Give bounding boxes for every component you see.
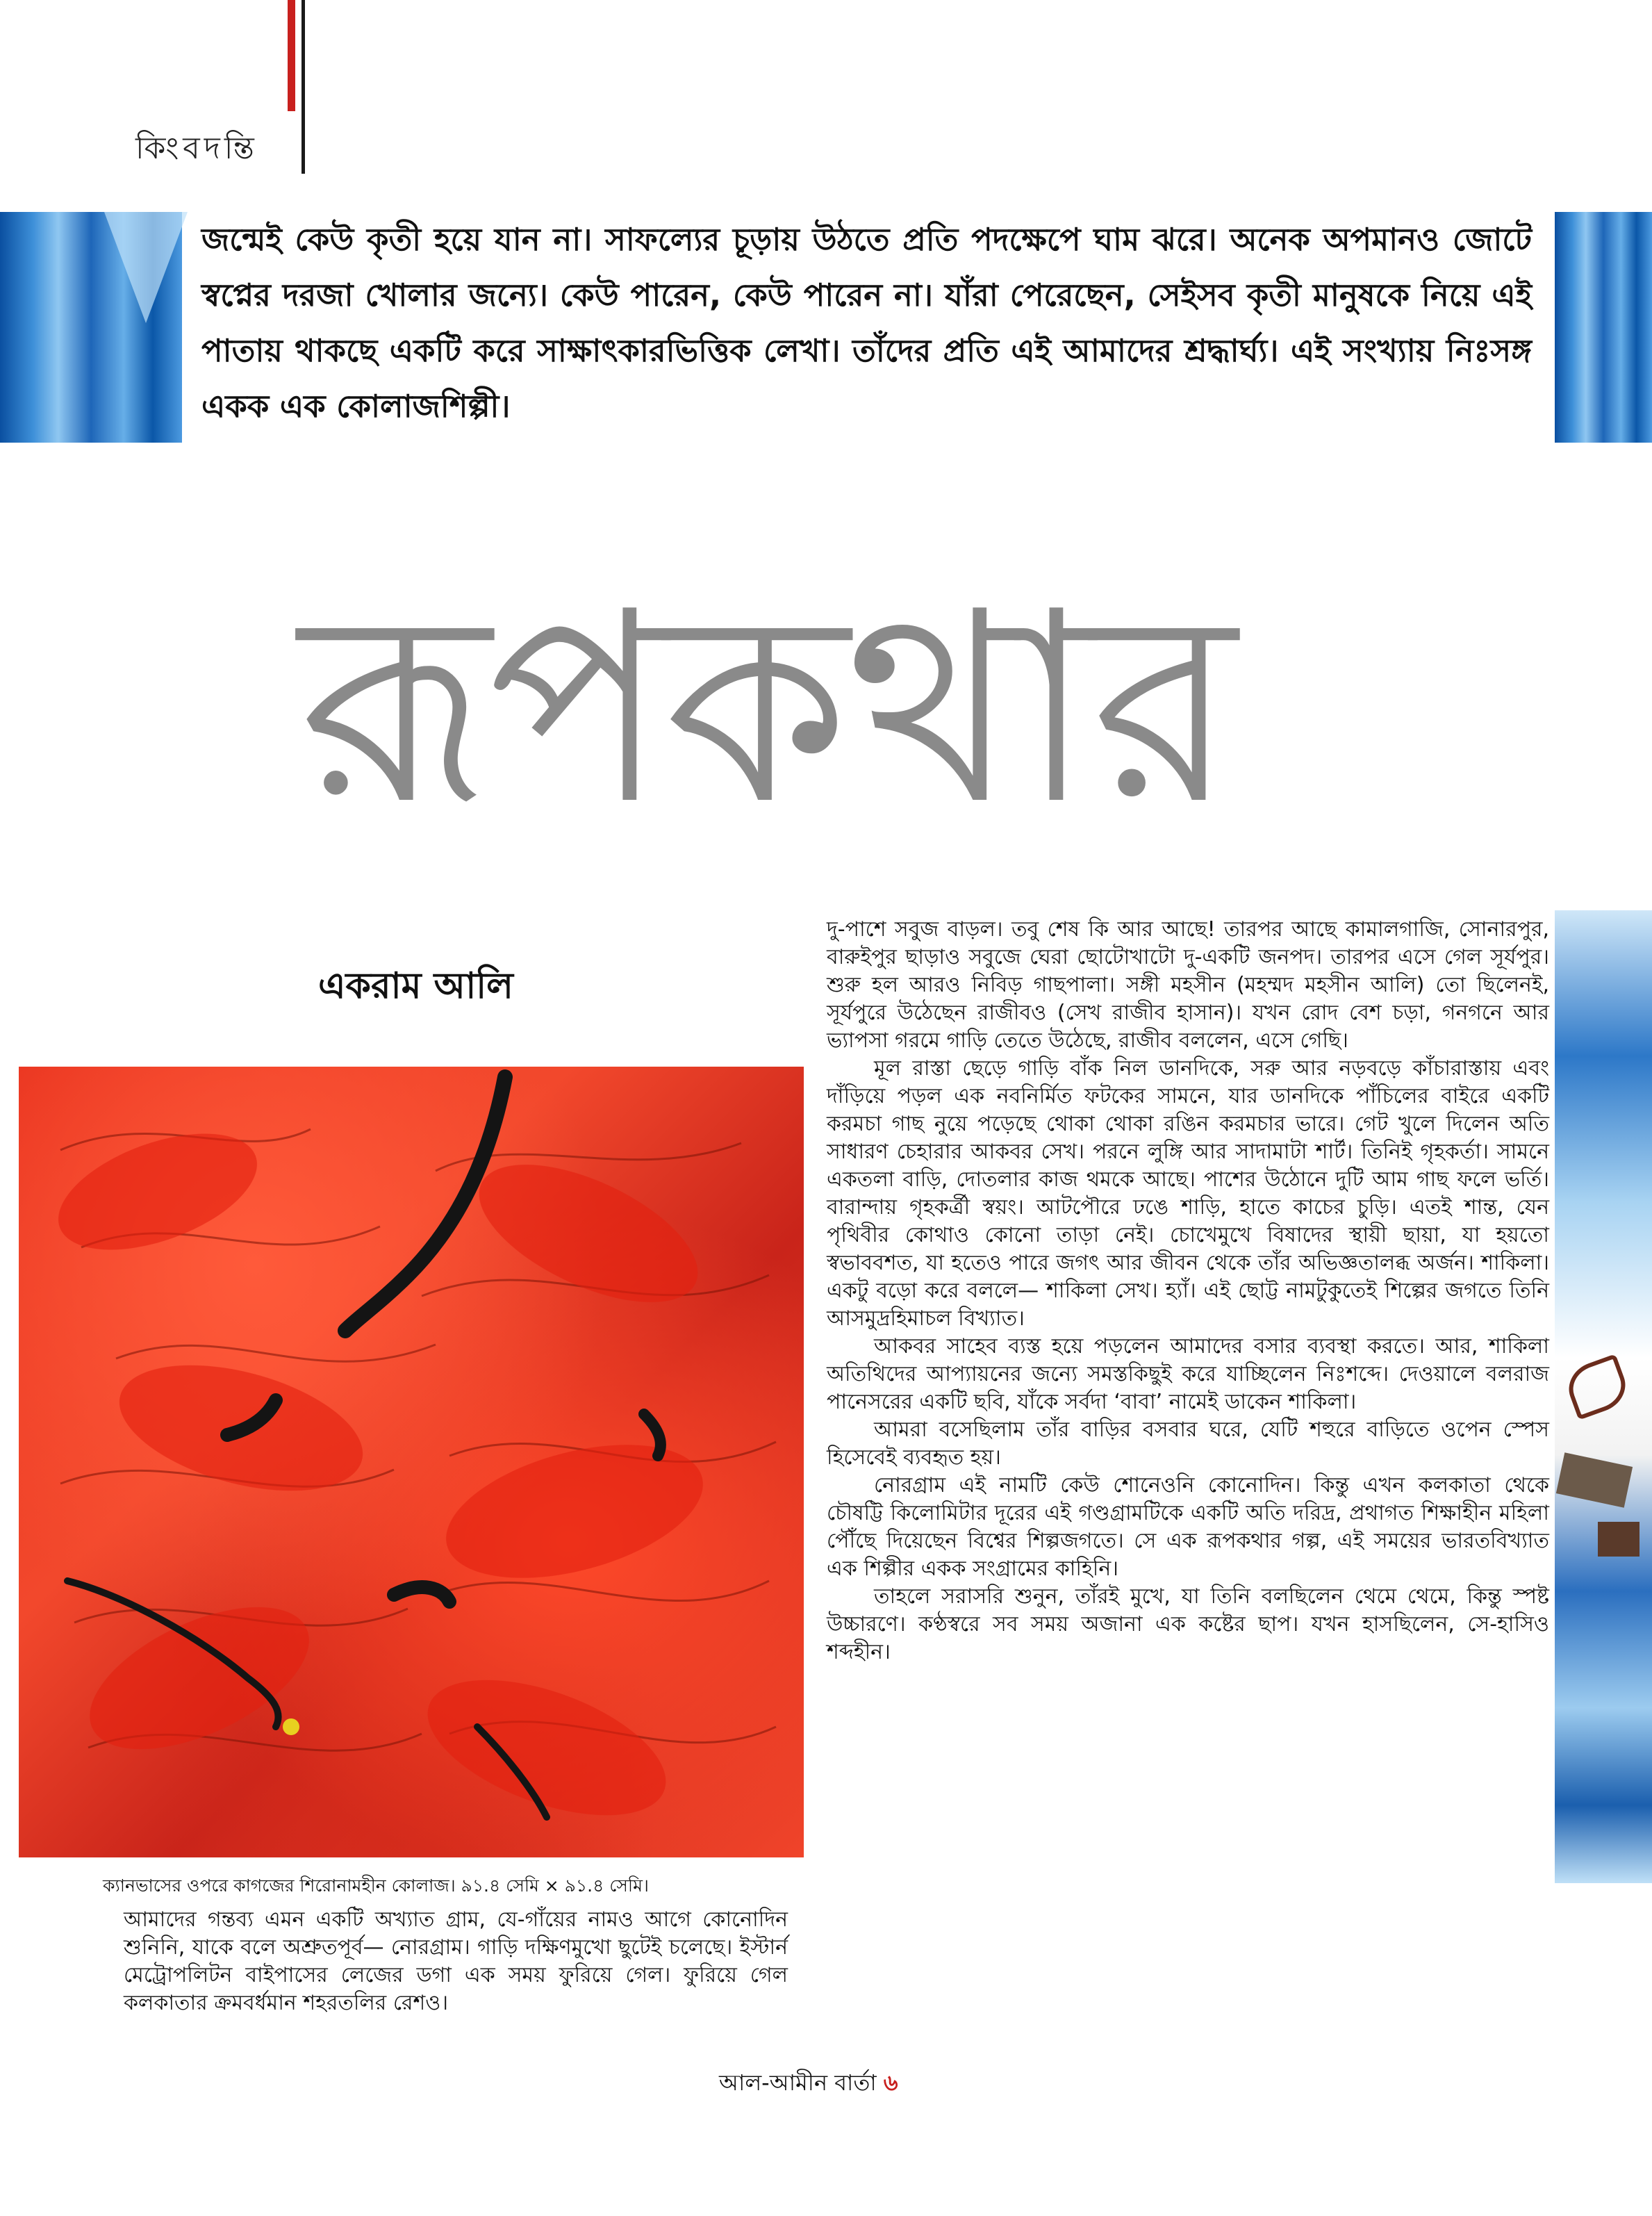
- body-paragraph: নোরগ্রাম এই নামটি কেউ শোনেওনি কোনোদিন। কিন্তু এখন কলকাতা থেকে চৌষট্টি কিলোমিটার দূরের এই গণ্ডগ্রামটিকে একটি অতি দরিদ্র, প্রথাগত শিক্ষাহীন মহিলা পৌঁছে দিয়েছেন বিশ্বের শিল্পজগতে। সে এক রূপকথার গল্প, এই সময়ের ভারতবিখ্যাত এক শিল্পীর একক সংগ্রামের কাহিনি।: [827, 1473, 1549, 1581]
- body-paragraph: দু-পাশে সবুজ বাড়ল। তবু শেষ কি আর আছে! তারপর আছে কামালগাজি, সোনারপুর, বারুইপুর ছাড়াও সবুজে ঘেরা ছোটোখাটো দু-একটি জনপদ। তারপর এসে গেল সূর্যপুর। শুরু হল আরও নিবিড় গাছপালা। সঙ্গী মহসীন (মহম্মদ মহসীন আলি) তো ছিলেনই, সূর্যপুরে উঠেছেন রাজীবও (সেখ রাজীব হাসান)। যখন রোদ বেশ চড়া, গনগনে আর ভ্যাপসা গরমে গাড়ি তেতে উঠেছে, রাজীব বললেন, এসে গেছি।: [827, 917, 1549, 1053]
- section-label: কিংবদন্তি: [135, 131, 258, 166]
- body-paragraph: তাহলে সরাসরি শুনুন, তাঁরই মুখে, যা তিনি বলছিলেন থেমে থেমে, কিন্তু স্পষ্ট উচ্চারণে। কণ্ঠস্বরে সব সময় অজানা এক কষ্টের ছাপ। যখন হাসছিলেন, সে-হাসিও শব্দহীন।: [827, 1584, 1549, 1664]
- body-paragraph: আমাদের গন্তব্য এমন একটি অখ্যাত গ্রাম, যে-গাঁয়ের নামও আগে কোনোদিন শুনিনি, যাকে বলে অশ্রুতপূর্ব— নোরগ্রাম। গাড়ি দক্ষিণমুখো ছুটেই চলেছে। ইস্টার্ন মেট্রোপলিটন বাইপাসের লেজের ডগা এক সময় ফুরিয়ে গেল। ফুরিয়ে গেল কলকাতার ক্রমবর্ধমান শহরতলির রেশও।: [124, 1907, 788, 2015]
- painting-artwork: [19, 1067, 804, 1857]
- header-red-bar: [288, 0, 295, 111]
- decorative-side-mark: [1598, 1522, 1639, 1557]
- body-paragraph: আমরা বসেছিলাম তাঁর বাড়ির বসবার ঘরে, যেটি শহুরে বাড়িতে ওপেন স্পেস হিসেবেই ব্যবহৃত হয়।: [827, 1418, 1549, 1470]
- body-column-left: [124, 1906, 788, 2017]
- body-paragraph: মূল রাস্তা ছেড়ে গাড়ি বাঁক নিল ডানদিকে, সরু আর নড়বড়ে কাঁচারাস্তায় এবং দাঁড়িয়ে পড়ল এক নবনির্মিত ফটকের সামনে, যার ডানদিকে পাঁচিলের বাইরে একটি করমচা গাছ নুয়ে পড়েছে থোকা থোকা রঙিন করমচার ভারে। গেট খুলে দিলেন অতি সাধারণ চেহারার আকবর সেখ। পরনে লুঙ্গি আর সাদামাটা শার্ট। তিনিই গৃহকর্তা। সামনে একতলা বাড়ি, দোতলার কাজ থমকে আছে। পাশের উঠোনে দুটি আম গাছ ফলে ভর্তি। বারান্দায় গৃহকর্ত্রী স্বয়ং। আটপৌরে ঢঙে শাড়ি, হাতে কাচের চুড়ি। এতই শান্ত, যেন পৃথিবীর কোথাও কোনো তাড়া নেই। চোখেমুখে বিষাদের স্থায়ী ছায়া, যা হয়তো স্বভাববশত, যা হতেও পারে জগৎ আর জীবন থেকে তাঁর অভিজ্ঞতালব্ধ অর্জন। শাকিলা। একটু বড়ো করে বললে— শাকিলা সেখ। হ্যাঁ। এই ছোট্ট নামটুকুতেই শিল্পের জগতে তিনি আসমুদ্রহিমাচল বিখ্যাত।: [827, 1056, 1549, 1331]
- body-column-right: [827, 916, 1549, 1666]
- body-paragraph: আকবর সাহেব ব্যস্ত হয়ে পড়লেন আমাদের বসার ব্যবস্থা করতে। আর, শাকিলা অতিথিদের আপ্যায়নের জন্যে সমস্তকিছুই করে যাচ্ছিলেন নিঃশব্দে। দেওয়ালে বলরাজ পানেসরের একটি ছবি, যাঁকে সর্বদা ‘বাবা’ নামেই ডাকেন শাকিলা।: [827, 1334, 1549, 1414]
- painting-caption: ক্যানভাসের ওপরে কাগজের শিরোনামহীন কোলাজ। ৯১.৪ সেমি × ৯১.৪ সেমি।: [103, 1876, 649, 1896]
- decorative-blue-panel-right: [1555, 212, 1652, 443]
- intro-paragraph: জন্মেই কেউ কৃতী হয়ে যান না। সাফল্যের চূড়ায় উঠতে প্রতি পদক্ষেপে ঘাম ঝরে। অনেক অপমানও জোটে স্বপ্নের দরজা খোলার জন্যে। কেউ পারেন, কেউ পারেন না। যাঁরা পেরেছেন, সেইসব কৃতী মানুষকে নিয়ে এই পাতায় থাকছে একটি করে সাক্ষাৎকারভিত্তিক লেখা। তাঁদের প্রতি এই আমাদের শ্রদ্ধার্ঘ্য। এই সংখ্যায় নিঃসঙ্গ একক এক কোলাজশিল্পী।: [201, 221, 1532, 425]
- header-black-bar: [302, 0, 305, 174]
- publication-name: আল-আমীন বার্তা: [719, 2069, 877, 2096]
- article-title: রূপকথার: [299, 555, 1234, 862]
- decorative-v-shape: [104, 212, 188, 323]
- author-name: একরাম আলি: [318, 965, 513, 1007]
- collage-painting: [19, 1067, 804, 1857]
- page-footer: [719, 2065, 898, 2103]
- page-number: ৬: [883, 2069, 898, 2096]
